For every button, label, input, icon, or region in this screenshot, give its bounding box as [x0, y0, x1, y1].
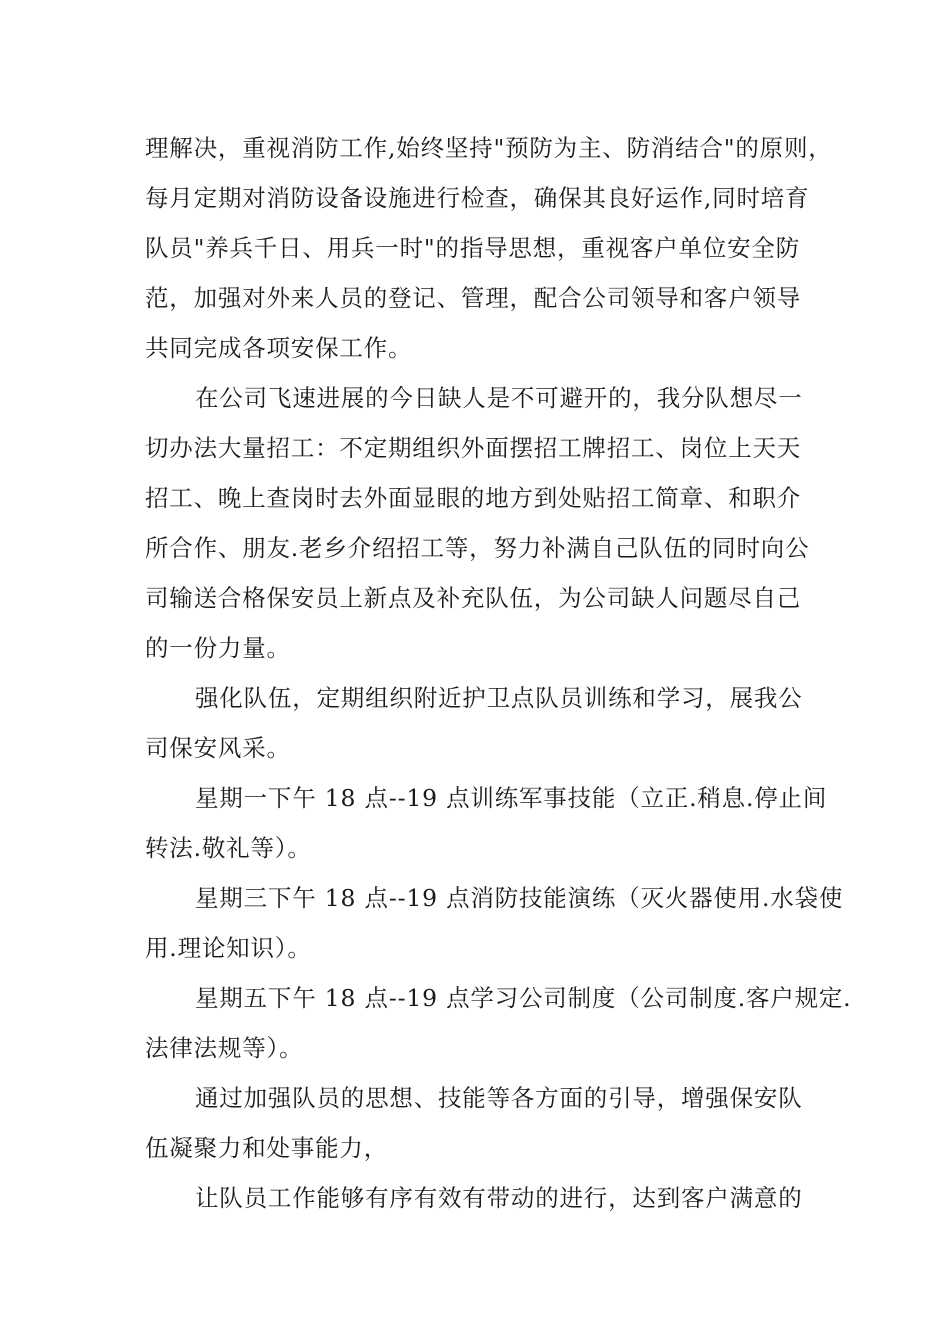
- text-line: 所合作、朋友.老乡介绍招工等，努力补满自己队伍的同时向公: [145, 534, 810, 562]
- paragraph-first-line: 通过加强队员的思想、技能等各方面的引导，增强保安队: [195, 1084, 803, 1112]
- text-line: 范，加强对外来人员的登记、管理，配合公司领导和客户领导: [145, 284, 802, 312]
- text-line: 司保安风采。: [145, 734, 291, 762]
- text-line: 法律法规等）。: [145, 1034, 304, 1062]
- paragraph-first-line: 星期一下午 18 点--19 点训练军事技能（立正.稍息.停止间: [195, 784, 828, 812]
- paragraph-first-line: 让队员工作能够有序有效有带动的进行，达到客户满意的: [195, 1184, 803, 1212]
- paragraph-first-line: 强化队伍，定期组织附近护卫点队员训练和学习，展我公: [195, 684, 803, 712]
- text-line: 司输送合格保安员上新点及补充队伍，为公司缺人问题尽自己: [145, 584, 802, 612]
- text-line: 的一份力量。: [145, 634, 291, 662]
- text-line: 每月定期对消防设备设施进行检查，确保其良好运作,同时培育: [145, 184, 810, 212]
- text-line: 伍凝聚力和处事能力，: [145, 1134, 388, 1162]
- paragraph-first-line: 星期五下午 18 点--19 点学习公司制度（公司制度.客户规定.: [195, 984, 852, 1012]
- text-line: 队员"养兵千日、用兵一时"的指导思想，重视客户单位安全防: [145, 234, 801, 262]
- paragraph-first-line: 星期三下午 18 点--19 点消防技能演练（灭火器使用.水袋使: [195, 884, 844, 912]
- paragraph-first-line: 在公司飞速进展的今日缺人是不可避开的，我分队想尽一: [195, 384, 803, 412]
- text-line: 转法.敬礼等）。: [145, 834, 312, 862]
- text-line: 招工、晚上查岗时去外面显眼的地方到处贴招工简章、和职介: [145, 484, 802, 512]
- text-line: 共同完成各项安保工作。: [145, 334, 413, 362]
- text-line: 用.理论知识）。: [145, 934, 312, 962]
- text-line: 理解决，重视消防工作,始终坚持"预防为主、防消结合"的原则，: [145, 134, 833, 162]
- text-line: 切办法大量招工：不定期组织外面摆招工牌招工、岗位上天天: [145, 434, 802, 462]
